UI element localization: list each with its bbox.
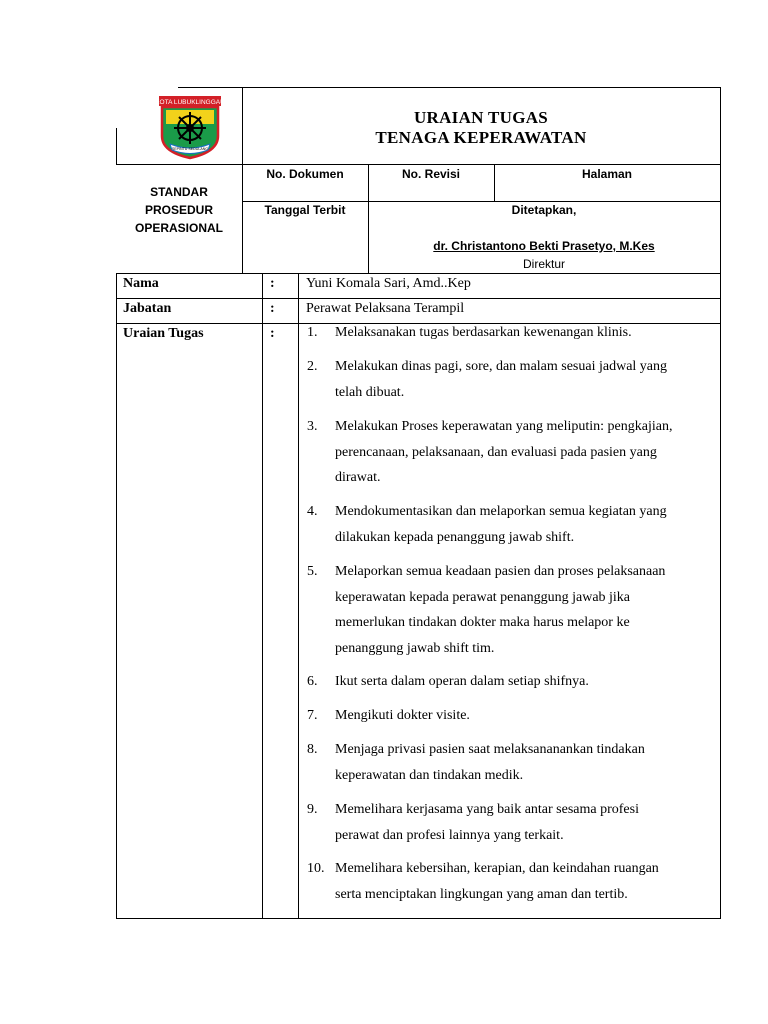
task-number: 7. — [307, 708, 318, 723]
task-text-line: Mengikuti dokter visite. — [335, 708, 470, 723]
no-revisi-label: No. Revisi — [401, 167, 461, 181]
task-text-line: perencanaan, pelaksanaan, dan evaluasi pada pasien yang — [335, 444, 657, 460]
logo-banner-text: KOTA LUBUKLINGGAU — [158, 99, 222, 106]
field-col-divider-2 — [298, 273, 299, 919]
field-sep-nama: : — [270, 276, 275, 291]
task-number: 1. — [307, 325, 318, 340]
task-text — [335, 414, 713, 491]
task-item — [307, 414, 707, 491]
task-item — [307, 669, 707, 695]
field-label-uraian-tugas: Uraian Tugas — [123, 326, 204, 341]
task-text-line: penanggung jawab shift tim. — [335, 640, 495, 656]
task-text-line: Ikut serta dalam operan dalam setiap shifnya. — [335, 674, 589, 689]
table-border-bottom — [116, 918, 721, 919]
task-text-line: memerlukan tindakan dokter maka harus melapor ke — [335, 615, 630, 630]
signatory-name: dr. Christantono Bekti Prasetyo, M.Kes — [433, 239, 655, 253]
task-text — [335, 856, 713, 907]
field-value-jabatan: Perawat Pelaksana Terampil — [306, 301, 465, 316]
task-text-line: Melakukan dinas pagi, sore, dan malam sesuai jadwal yang — [335, 359, 668, 374]
task-number: 10. — [307, 861, 325, 876]
tanggal-terbit-label: Tanggal Terbit — [264, 203, 346, 217]
task-number: 9. — [307, 802, 318, 817]
field-sep-jabatan: : — [270, 301, 275, 316]
task-text-line: perawat dan profesi lainnya yang terkait. — [335, 827, 564, 843]
sop-label-line-2: PROSEDUR — [144, 203, 213, 217]
task-number: 8. — [307, 742, 318, 757]
table-border-top — [178, 87, 721, 88]
sop-label — [116, 183, 242, 237]
task-item — [307, 559, 707, 661]
task-text-line: telah dibuat. — [335, 384, 405, 400]
task-text-line: keperawatan kepada perawat penanggung jawab jika — [335, 589, 631, 605]
city-emblem-shield-icon — [158, 94, 222, 160]
task-text-line: keperawatan dan tindakan medik. — [335, 767, 524, 783]
sop-label-line-3: OPERASIONAL — [134, 221, 223, 235]
table-border-left-upper — [116, 128, 117, 165]
doc-row-bottom — [242, 201, 721, 202]
task-text-line: Menjaga privasi pasien saat melaksananankan tindakan — [335, 742, 645, 757]
task-text-line: Melaporkan semua keadaan pasien dan proses pelaksanaan — [335, 564, 666, 579]
task-text — [335, 559, 713, 661]
task-text-line: dirawat. — [335, 470, 381, 485]
nama-row-bottom — [116, 298, 721, 299]
task-text-line: Memelihara kerjasama yang baik antar sesama profesi — [335, 802, 639, 817]
title-row-bottom — [116, 164, 721, 165]
task-text-line: Melaksanakan tugas berdasarkan kewenangan klinis. — [335, 325, 632, 340]
task-text — [335, 703, 713, 729]
task-text — [335, 669, 713, 695]
halaman-label: Halaman — [581, 167, 633, 181]
task-item — [307, 737, 707, 788]
task-text-line: Mendokumentasikan dan melaporkan semua kegiatan yang — [335, 504, 667, 519]
ditetapkan-label: Ditetapkan, — [511, 203, 577, 217]
field-col-divider-1 — [262, 273, 263, 919]
task-number: 6. — [307, 674, 318, 689]
document-title-line-1: URAIAN TUGAS — [413, 108, 549, 127]
task-text — [335, 737, 713, 788]
task-number: 2. — [307, 359, 318, 374]
field-sep-uraian-tugas: : — [270, 326, 275, 341]
logo-ribbon-text: SEPINTU SEDULANG — [171, 147, 209, 151]
task-number: 4. — [307, 504, 318, 519]
field-value-nama: Yuni Komala Sari, Amd..Kep — [306, 276, 471, 291]
task-item — [307, 703, 707, 729]
document-title-line-2: TENAGA KEPERAWATAN — [375, 128, 587, 147]
task-text-line: Melakukan Proses keperawatan yang meliputin: pengkajian, — [335, 419, 673, 434]
task-item — [307, 354, 707, 405]
task-item — [307, 797, 707, 848]
task-text — [335, 499, 713, 550]
no-dokumen-label: No. Dokumen — [266, 167, 344, 181]
task-item — [307, 499, 707, 550]
task-text-line: dilakukan kepada penanggung jawab shift. — [335, 529, 575, 545]
task-item — [307, 320, 707, 346]
field-label-nama: Nama — [123, 276, 159, 291]
sop-label-line-1: STANDAR — [150, 185, 208, 199]
city-logo — [158, 94, 222, 160]
task-text-line: Memelihara kebersihan, kerapian, dan keindahan ruangan — [335, 861, 659, 876]
task-text — [335, 354, 713, 405]
task-text — [335, 320, 713, 346]
table-border-right — [720, 87, 721, 919]
signatory-title: Direktur — [522, 257, 565, 271]
header-bottom — [116, 273, 721, 274]
task-list — [307, 320, 717, 915]
table-border-left-lower — [116, 274, 117, 919]
task-item — [307, 856, 707, 907]
task-number: 5. — [307, 564, 318, 579]
field-label-jabatan: Jabatan — [123, 301, 172, 316]
task-text — [335, 797, 713, 848]
task-text-line: serta menciptakan lingkungan yang aman dan tertib. — [335, 886, 628, 902]
task-number: 3. — [307, 419, 318, 434]
